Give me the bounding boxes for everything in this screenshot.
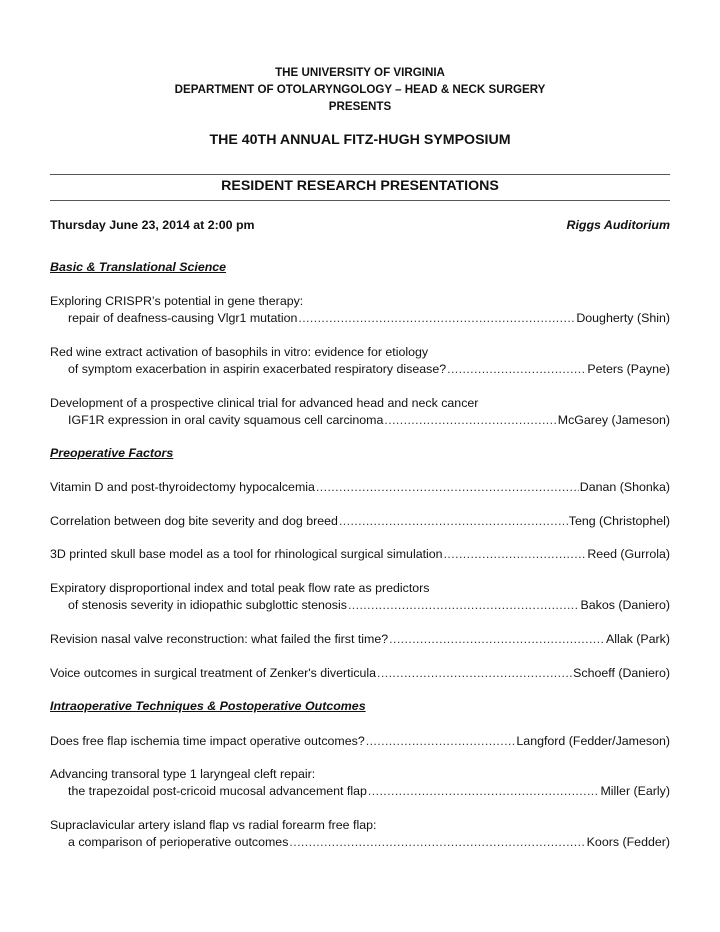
presentation-title: Supraclavicular artery island flap vs radial forearm free flap: (50, 818, 377, 832)
presentation-title: Vitamin D and post-thyroidectomy hypocalcemia (50, 480, 315, 494)
presentation-title: Development of a prospective clinical trial for advanced head and neck cancer (50, 396, 479, 410)
presentation-subtitle: a comparison of perioperative outcomes (68, 835, 289, 849)
presentation-entry (50, 597, 670, 614)
presentation-title: Expiratory disproportional index and total peak flow rate as predictors (50, 581, 430, 595)
presentation-title: Exploring CRISPR’s potential in gene therapy: (50, 294, 304, 308)
leader-dots (368, 783, 600, 800)
event-location: Riggs Auditorium (566, 218, 670, 232)
presenter: Langford (Fedder/Jameson) (516, 734, 670, 748)
section-title: RESIDENT RESEARCH PRESENTATIONS (221, 178, 499, 194)
department-name: DEPARTMENT OF OTOLARYNGOLOGY – HEAD & NECK SURGERY (174, 83, 546, 96)
presentation-title: Red wine extract activation of basophils in vitro: evidence for etiology (50, 345, 429, 359)
leader-dots (377, 665, 572, 682)
presenter: McGarey (Jameson) (557, 413, 670, 427)
symposium-title: THE 40TH ANNUAL FITZ-HUGH SYMPOSIUM (209, 132, 511, 148)
leader-dots (444, 546, 587, 563)
presenter: Danan (Shonka) (579, 480, 670, 494)
presentation-subtitle: the trapezoidal post-cricoid mucosal advancement flap (68, 784, 367, 798)
presentation-title: Advancing transoral type 1 laryngeal cleft repair: (50, 767, 316, 781)
session-title: Preoperative Factors (50, 446, 174, 460)
leader-dots (339, 513, 568, 530)
presenter: Peters (Payne) (587, 362, 670, 376)
presentation-subtitle: of stenosis severity in idiopathic subglottic stenosis (68, 598, 347, 612)
university-name: THE UNIVERSITY OF VIRGINIA (275, 66, 445, 79)
presentation-entry (50, 834, 670, 851)
top-divider (50, 174, 670, 175)
presenter: Koors (Fedder) (586, 835, 670, 849)
presentation-subtitle: of symptom exacerbation in aspirin exacerbated respiratory disease? (68, 362, 447, 376)
presentation-title: Voice outcomes in surgical treatment of Zenker's diverticula (50, 666, 377, 680)
presentation-entry (50, 733, 670, 750)
presentation-entry (50, 479, 670, 496)
presentation-entry (50, 546, 670, 563)
presenter: Reed (Gurrola) (587, 547, 670, 561)
event-datetime: Thursday June 23, 2014 at 2:00 pm (50, 218, 255, 232)
presentation-title: Does free flap ischemia time impact operative outcomes? (50, 734, 365, 748)
presentation-entry (50, 412, 670, 429)
presentation-entry (50, 783, 670, 800)
presentation-entry (50, 513, 670, 530)
presentation-entry (50, 361, 670, 378)
presentation-title: Correlation between dog bite severity and dog breed (50, 514, 338, 528)
presenter: Allak (Park) (605, 632, 670, 646)
presentation-subtitle: repair of deafness-causing Vlgr1 mutation (68, 311, 298, 325)
leader-dots (447, 361, 586, 378)
presenter: Schoeff (Daniero) (573, 666, 670, 680)
leader-dots (289, 834, 585, 851)
presentation-title: Revision nasal valve reconstruction: what failed the first time? (50, 632, 389, 646)
leader-dots (366, 733, 516, 750)
presenter: Bakos (Daniero) (580, 598, 670, 612)
presents-label: PRESENTS (328, 100, 392, 113)
presenter: Teng (Christophel) (568, 514, 670, 528)
presentation-entry (50, 310, 670, 327)
session-title: Basic & Translational Science (50, 260, 227, 274)
leader-dots (389, 631, 605, 648)
leader-dots (298, 310, 575, 327)
presentation-entry (50, 665, 670, 682)
presentation-subtitle: IGF1R expression in oral cavity squamous cell carcinoma (68, 413, 384, 427)
leader-dots (316, 479, 579, 496)
session-title: Intraoperative Techniques & Postoperative Outcomes (50, 699, 366, 713)
bottom-divider (50, 200, 670, 201)
presentation-title: 3D printed skull base model as a tool for rhinological surgical simulation (50, 547, 443, 561)
presenter: Dougherty (Shin) (576, 311, 670, 325)
presentation-entry (50, 631, 670, 648)
leader-dots (348, 597, 580, 614)
presenter: Miller (Early) (600, 784, 670, 798)
leader-dots (384, 412, 556, 429)
